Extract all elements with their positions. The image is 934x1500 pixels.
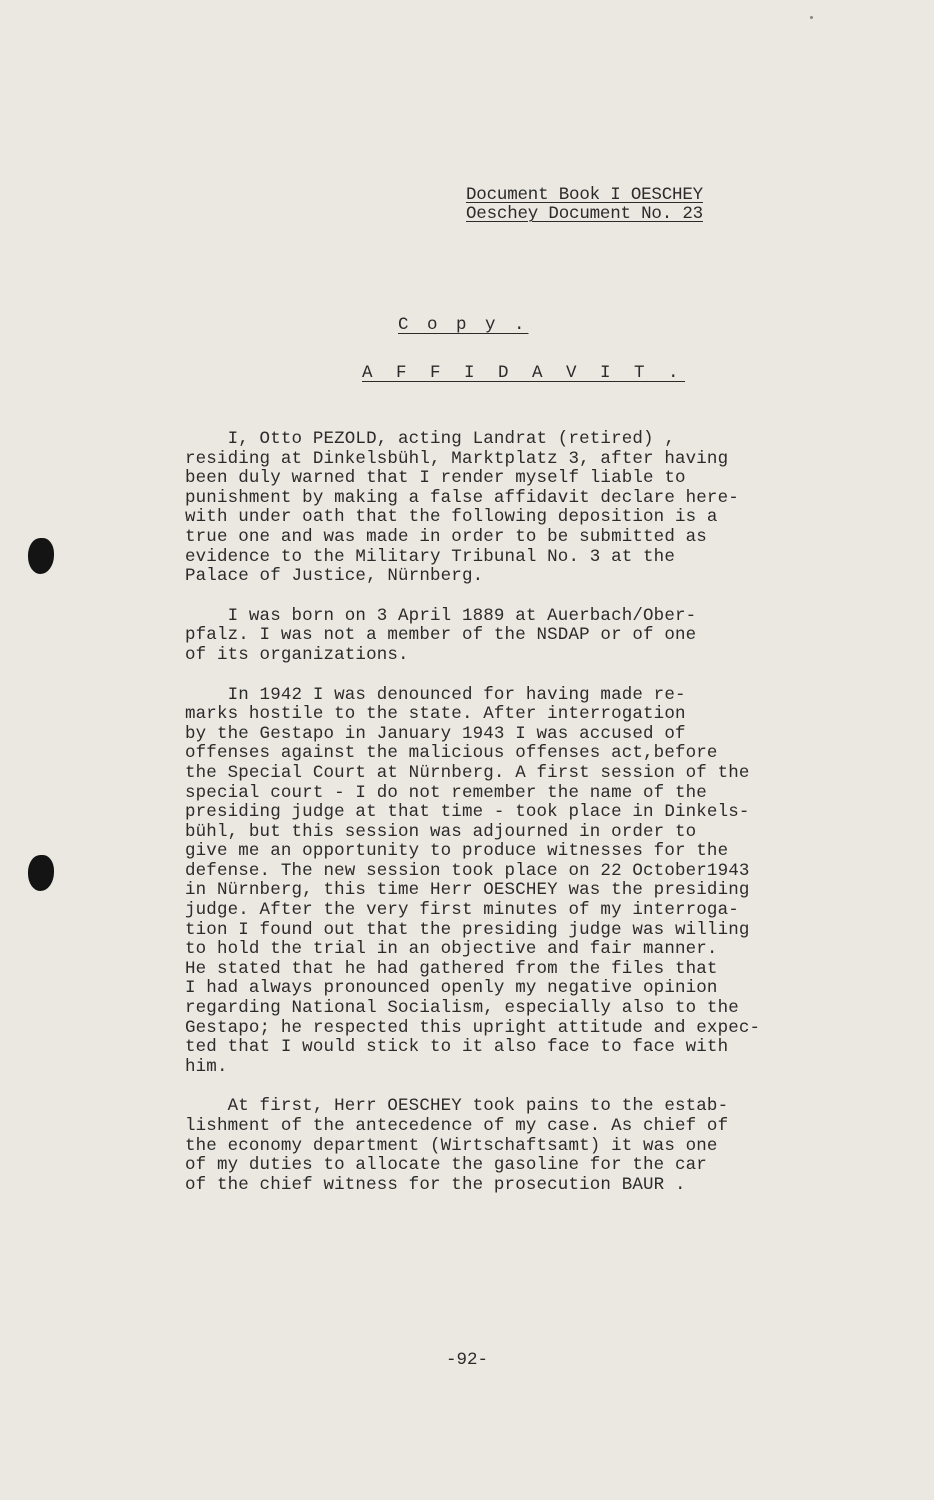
affidavit-body [185, 430, 865, 1215]
text-line: I was born on 3 April 1889 at Auerbach/Ober- [185, 605, 697, 626]
text-line: residing at Dinkelsbühl, Marktplatz 3, after having [185, 448, 729, 469]
paragraph [185, 1097, 865, 1195]
text-line: the Special Court at Nürnberg. A first session of the [185, 762, 750, 783]
text-line: judge. After the very first minutes of my interroga- [185, 900, 739, 921]
text-line: marks hostile to the state. After interrogation [185, 704, 686, 725]
text-line: evidence to the Military Tribunal No. 3 at the [185, 546, 675, 567]
text-line: defense. The new session took place on 22 October1943 [185, 860, 750, 881]
text-line: give me an opportunity to produce witnesses for the [185, 841, 729, 862]
text-line: regarding National Socialism, especially also to the [185, 998, 739, 1019]
paragraph [185, 607, 865, 666]
text-line: the economy department (Wirtschaftsamt) it was one [185, 1135, 718, 1156]
text-line: in Nürnberg, this time Herr OESCHEY was the presiding [185, 880, 750, 901]
text-line: He stated that he had gathered from the files that [185, 958, 718, 979]
text-line: ted that I would stick to it also face to face with [185, 1037, 729, 1058]
document-book-line: Document Book I OESCHEY [466, 185, 703, 205]
affidavit-heading: A F F I D A V I T . [362, 363, 686, 383]
text-line: to hold the trial in an objective and fair manner. [185, 939, 718, 960]
text-line: been duly warned that I render myself liable to [185, 468, 686, 489]
page-number: -92- [446, 1350, 489, 1370]
text-line: lishment of the antecedence of my case. As chief of [185, 1116, 729, 1136]
text-line: pfalz. I was not a member of the NSDAP or of one [185, 625, 697, 646]
text-line: offenses against the malicious offenses act,before [185, 743, 718, 764]
text-line: punishment by making a false affidavit declare here- [185, 487, 739, 508]
text-line: of its organizations. [185, 644, 409, 665]
text-line: true one and was made in order to be submitted as [185, 526, 707, 547]
text-line: I had always pronounced openly my negative opinion [185, 978, 718, 999]
paper-speck [810, 16, 813, 19]
text-line: bühl, but this session was adjourned in order to [185, 821, 697, 842]
text-line: by the Gestapo in January 1943 I was accused of [185, 723, 686, 744]
text-line: with under oath that the following deposition is a [185, 507, 718, 528]
text-line: I, Otto PEZOLD, acting Landrat (retired) , [185, 429, 675, 449]
text-line: In 1942 I was denounced for having made re- [185, 684, 686, 705]
document-reference [466, 186, 766, 224]
punch-hole-upper [28, 538, 54, 574]
paragraph [185, 686, 865, 1078]
text-line: him. [185, 1056, 228, 1077]
document-number-line: Oeschey Document No. 23 [466, 204, 703, 224]
text-line: presiding judge at that time - took place in Dinkels- [185, 802, 750, 823]
text-line: Gestapo; he respected this upright attitude and expec- [185, 1017, 761, 1038]
copy-heading: C o p y . [398, 315, 529, 335]
text-line: of the chief witness for the prosecution BAUR . [185, 1174, 686, 1195]
text-line: Palace of Justice, Nürnberg. [185, 566, 484, 587]
punch-hole-lower [28, 855, 54, 891]
text-line: At first, Herr OESCHEY took pains to the estab- [185, 1096, 729, 1117]
text-line: of my duties to allocate the gasoline for the car [185, 1155, 707, 1176]
text-line: special court - I do not remember the name of the [185, 782, 707, 803]
paragraph [185, 430, 865, 587]
text-line: tion I found out that the presiding judge was willing [185, 919, 750, 940]
